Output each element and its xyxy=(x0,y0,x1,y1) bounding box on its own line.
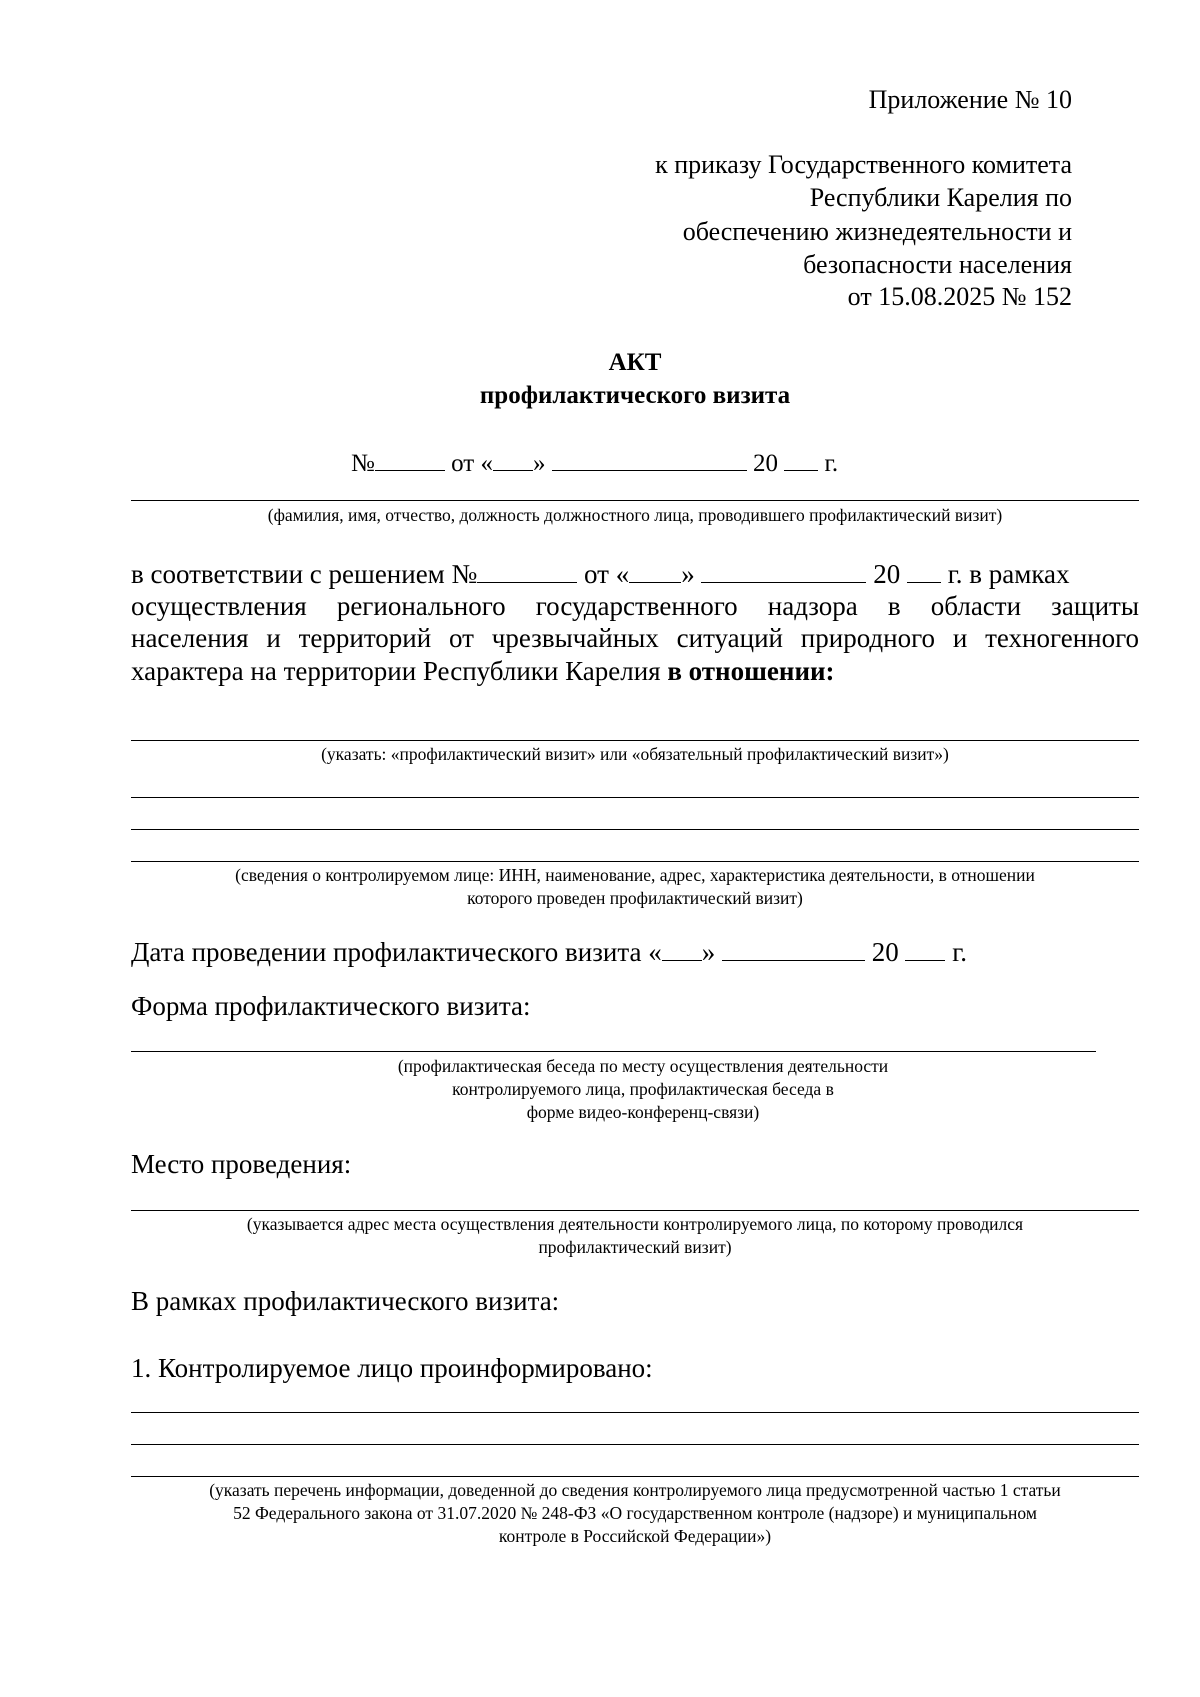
act-number-blank xyxy=(375,445,445,471)
item-1-line-2 xyxy=(131,1444,1139,1445)
visit-form-caption-2: контролируемого лица, профилактическая беседа в xyxy=(452,1079,834,1099)
decision-month-blank xyxy=(701,557,866,583)
decision-line-3: населения и территорий от чрезвычайных ситуаций природного и техногенного xyxy=(131,623,1139,653)
within-visit-heading: В рамках профилактического визита: xyxy=(131,1286,560,1316)
place-caption-1: (указывается адрес места осуществления деятельности контролируемого лица, по которому проводился xyxy=(246,1214,1024,1234)
visit-type-caption: (указать: «профилактический визит» или «обязательный профилактический визит») xyxy=(321,744,949,764)
item-1-caption-2: 52 Федерального закона от 31.07.2020 № 248-ФЗ «О государственном контроле (надзоре) и муниципальном xyxy=(233,1503,1037,1523)
item-1-label: 1. Контролируемое лицо проинформировано: xyxy=(131,1353,653,1383)
decision-year-prefix: 20 xyxy=(873,559,901,589)
visit-form-line xyxy=(131,1051,1096,1052)
order-line-1: к приказу Государственного комитета xyxy=(655,150,1072,179)
year-prefix: 20 xyxy=(752,450,778,477)
visit-year-suffix: г. xyxy=(952,937,967,967)
controlled-person-line-1 xyxy=(131,797,1139,798)
act-number-line xyxy=(351,445,838,480)
visit-date-label: Дата проведении профилактического визита « xyxy=(131,937,662,967)
item-1-line-1 xyxy=(131,1412,1139,1413)
official-name-line xyxy=(131,500,1139,501)
act-month-blank xyxy=(552,445,747,471)
act-year-blank xyxy=(784,445,818,471)
year-suffix: г. xyxy=(824,450,839,477)
decision-line-4-text: характера на территории Республики Карелия xyxy=(131,656,668,686)
controlled-person-line-3 xyxy=(131,861,1139,862)
visit-form-caption-1: (профилактическая беседа по месту осуществления деятельности xyxy=(397,1056,889,1076)
decision-day-blank xyxy=(629,557,681,583)
visit-form-label: Форма профилактического визита: xyxy=(131,991,531,1021)
visit-year-blank xyxy=(905,935,945,961)
decision-number-blank xyxy=(477,557,577,583)
decision-line-4 xyxy=(131,655,835,687)
quote-close: » xyxy=(532,450,546,477)
decision-year-blank xyxy=(907,557,941,583)
controlled-person-line-2 xyxy=(131,829,1139,830)
appendix-number: Приложение № 10 xyxy=(868,85,1072,114)
order-line-2: Республики Карелия по xyxy=(809,183,1072,212)
item-1-caption-1: (указать перечень информации, доведенной до сведения контролируемого лица предусмотренной частью 1 статьи xyxy=(209,1480,1061,1500)
place-caption-2: профилактический визит) xyxy=(538,1237,732,1257)
item-1-caption-3: контроле в Российской Федерации») xyxy=(498,1526,772,1546)
order-line-4: безопасности населения xyxy=(803,250,1072,279)
decision-quote-close: » xyxy=(681,559,695,589)
from-label: от « xyxy=(451,450,493,477)
visit-day-blank xyxy=(662,935,702,961)
decision-tail: г. в рамках xyxy=(947,559,1070,589)
controlled-person-caption-2: которого проведен профилактический визит) xyxy=(467,888,803,908)
act-day-blank xyxy=(493,445,533,471)
number-sign: № xyxy=(351,450,375,477)
controlled-person-caption-1: (сведения о контролируемом лице: ИНН, наименование, адрес, характеристика деятельности, в отношении xyxy=(235,865,1035,885)
visit-month-blank xyxy=(722,935,865,961)
visit-year-prefix: 20 xyxy=(871,937,899,967)
act-subtitle: профилактического визита xyxy=(479,382,791,409)
official-caption: (фамилия, имя, отчество, должность должностного лица, проводившего профилактический визит) xyxy=(267,505,1003,525)
visit-form-caption-3: форме видео-конференц-связи) xyxy=(526,1102,760,1122)
place-label: Место проведения: xyxy=(131,1149,352,1179)
visit-date-quote-close: » xyxy=(701,937,716,967)
decision-start: в соответствии с решением № xyxy=(131,559,478,589)
act-title: АКТ xyxy=(608,349,662,376)
order-line-3: обеспечению жизнедеятельности и xyxy=(682,217,1072,246)
decision-line-1 xyxy=(131,557,1139,590)
decision-in-relation: в отношении: xyxy=(667,656,835,686)
decision-from: от « xyxy=(584,559,630,589)
visit-type-line xyxy=(131,740,1139,741)
place-line xyxy=(131,1210,1139,1211)
visit-date-line xyxy=(131,935,967,968)
item-1-line-3 xyxy=(131,1476,1139,1477)
decision-line-2: осуществления регионального государственного надзора в области защиты xyxy=(131,591,1139,621)
order-date: от 15.08.2025 № 152 xyxy=(847,282,1072,311)
